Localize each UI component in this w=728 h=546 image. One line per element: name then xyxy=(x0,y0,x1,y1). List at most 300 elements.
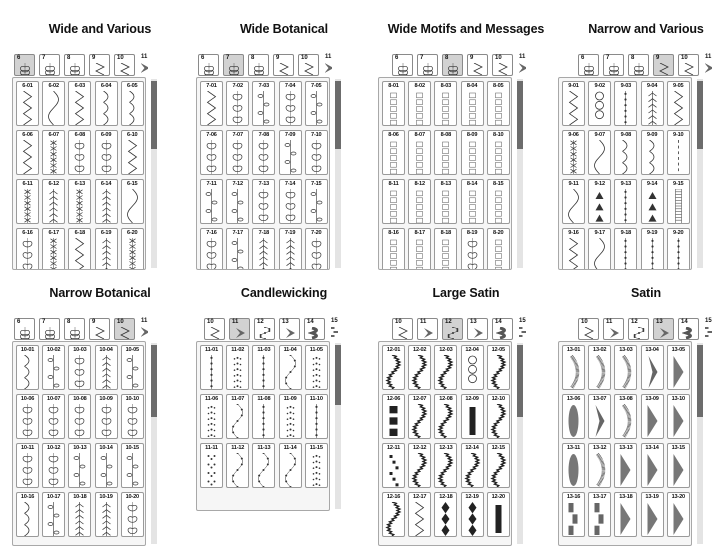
tab-group-12[interactable] xyxy=(254,318,275,340)
pattern-11-12[interactable] xyxy=(226,443,249,488)
tab-group-7[interactable] xyxy=(39,318,60,340)
pattern-code: 12-02 xyxy=(413,347,427,353)
tab-number: 8 xyxy=(445,55,449,61)
pattern-10-20[interactable] xyxy=(121,492,144,537)
pattern-6-19[interactable] xyxy=(95,228,118,270)
pattern-10-15[interactable] xyxy=(121,443,144,488)
pattern-11-06[interactable] xyxy=(200,394,223,439)
scrollbar[interactable] xyxy=(151,79,157,268)
scrollbar[interactable] xyxy=(697,343,703,544)
pattern-10-19[interactable] xyxy=(95,492,118,537)
tab-group-9[interactable] xyxy=(653,54,674,76)
pattern-8-15[interactable] xyxy=(487,179,510,224)
tab-group-15[interactable] xyxy=(703,318,713,340)
pattern-6-01[interactable] xyxy=(16,81,39,126)
motif-icon xyxy=(229,91,246,125)
tab-group-6[interactable] xyxy=(14,54,35,76)
tab-group-10[interactable] xyxy=(678,54,699,76)
zigwave-icon xyxy=(385,502,402,536)
pattern-code: 12-18 xyxy=(439,494,453,500)
zigzag-icon xyxy=(71,238,88,270)
tab-group-9[interactable] xyxy=(467,54,488,76)
leaf-icon xyxy=(98,453,115,487)
pattern-7-03[interactable] xyxy=(252,81,275,126)
pattern-11-05[interactable] xyxy=(305,345,328,390)
tab-number: 11 xyxy=(325,54,332,60)
pattern-13-09[interactable] xyxy=(641,394,664,439)
scrollbar-thumb[interactable] xyxy=(335,345,341,405)
zigwave-icon xyxy=(437,453,454,487)
pattern-9-04[interactable] xyxy=(641,81,664,126)
leaf-icon xyxy=(203,189,220,223)
pattern-13-12[interactable] xyxy=(588,443,611,488)
pattern-code: 6-08 xyxy=(74,132,86,138)
scrollbar-thumb[interactable] xyxy=(697,345,703,417)
pattern-12-10[interactable] xyxy=(487,394,510,439)
tab-number: 13 xyxy=(656,319,663,325)
pattern-9-01[interactable] xyxy=(562,81,585,126)
letters-icon xyxy=(411,238,428,270)
pattern-12-16[interactable] xyxy=(382,492,405,537)
pattern-6-02[interactable] xyxy=(42,81,65,126)
pattern-7-19[interactable] xyxy=(279,228,302,270)
pattern-code: 11-03 xyxy=(257,347,271,353)
pattern-12-11[interactable] xyxy=(382,443,405,488)
pattern-9-15[interactable] xyxy=(667,179,690,224)
pattern-code: 12-20 xyxy=(491,494,505,500)
pattern-12-08[interactable] xyxy=(434,394,457,439)
motif-icon xyxy=(68,327,82,339)
pattern-11-07[interactable] xyxy=(226,394,249,439)
tab-group-6[interactable] xyxy=(14,318,35,340)
pattern-10-16[interactable] xyxy=(16,492,39,537)
scrollbar[interactable] xyxy=(697,79,703,268)
tab-group-8[interactable] xyxy=(248,54,269,76)
pattern-8-20[interactable] xyxy=(487,228,510,270)
satin-arrow-icon xyxy=(644,355,661,389)
pattern-7-12[interactable] xyxy=(226,179,249,224)
pattern-code: 9-16 xyxy=(568,230,579,236)
tab-group-11[interactable] xyxy=(517,54,527,76)
pattern-7-17[interactable] xyxy=(226,228,249,270)
pattern-9-20[interactable] xyxy=(667,228,690,270)
motif-icon xyxy=(45,453,62,487)
pattern-13-07[interactable] xyxy=(588,394,611,439)
tab-group-10[interactable] xyxy=(298,54,319,76)
tab-group-6[interactable] xyxy=(198,54,219,76)
pattern-6-03[interactable] xyxy=(68,81,91,126)
tab-group-9[interactable] xyxy=(89,318,110,340)
pattern-12-17[interactable] xyxy=(408,492,431,537)
leaf-icon xyxy=(124,355,141,389)
pattern-6-18[interactable] xyxy=(68,228,91,270)
pattern-12-05[interactable] xyxy=(487,345,510,390)
pattern-code: 13-09 xyxy=(645,396,659,402)
pattern-8-12[interactable] xyxy=(408,179,431,224)
pattern-code: 8-06 xyxy=(388,132,399,138)
pattern-11-14[interactable] xyxy=(279,443,302,488)
scrollbar-thumb[interactable] xyxy=(151,345,157,417)
pattern-code: 6-02 xyxy=(48,83,59,89)
tab-group-6[interactable] xyxy=(578,54,599,76)
tab-number: 15 xyxy=(331,318,338,324)
pattern-12-12[interactable] xyxy=(408,443,431,488)
pattern-12-03[interactable] xyxy=(434,345,457,390)
pattern-8-02[interactable] xyxy=(408,81,431,126)
tab-group-14[interactable] xyxy=(304,318,325,340)
pattern-9-09[interactable] xyxy=(641,130,664,175)
pattern-8-08[interactable] xyxy=(434,130,457,175)
pattern-11-08[interactable] xyxy=(252,394,275,439)
pattern-code: 7-15 xyxy=(311,181,322,187)
diamonds-icon xyxy=(437,502,454,536)
pattern-13-11[interactable] xyxy=(562,443,585,488)
pattern-7-05[interactable] xyxy=(305,81,328,126)
pattern-10-06[interactable] xyxy=(16,394,39,439)
pattern-7-08[interactable] xyxy=(252,130,275,175)
pattern-9-05[interactable] xyxy=(667,81,690,126)
panel-title: Wide Motifs and Messages xyxy=(387,22,545,36)
pattern-7-20[interactable] xyxy=(305,228,328,270)
zigzag-icon xyxy=(582,327,596,339)
pattern-12-01[interactable] xyxy=(382,345,405,390)
pattern-11-03[interactable] xyxy=(252,345,275,390)
tab-group-8[interactable] xyxy=(628,54,649,76)
pattern-12-18[interactable] xyxy=(434,492,457,537)
pattern-6-20[interactable] xyxy=(121,228,144,270)
pattern-10-02[interactable] xyxy=(42,345,65,390)
pattern-9-02[interactable] xyxy=(588,81,611,126)
pattern-10-03[interactable] xyxy=(68,345,91,390)
dots-icon xyxy=(644,238,661,270)
pattern-7-14[interactable] xyxy=(279,179,302,224)
pattern-code: 8-12 xyxy=(414,181,425,187)
tab-group-10[interactable] xyxy=(204,318,225,340)
zigwave-icon xyxy=(411,355,428,389)
scrollbar-thumb[interactable] xyxy=(517,81,523,149)
pattern-9-03[interactable] xyxy=(614,81,637,126)
pattern-6-12[interactable] xyxy=(42,179,65,224)
pattern-code: 10-10 xyxy=(125,396,139,402)
scrollbar[interactable] xyxy=(335,79,341,268)
scrollbar-thumb[interactable] xyxy=(151,81,157,149)
motif-icon xyxy=(18,327,32,339)
pattern-12-15[interactable] xyxy=(487,443,510,488)
pattern-7-16[interactable] xyxy=(200,228,223,270)
pattern-9-12[interactable] xyxy=(588,179,611,224)
tab-group-8[interactable] xyxy=(442,54,463,76)
tab-group-13[interactable] xyxy=(279,318,300,340)
pattern-10-05[interactable] xyxy=(121,345,144,390)
tab-group-15[interactable] xyxy=(329,318,339,340)
pattern-11-04[interactable] xyxy=(279,345,302,390)
pattern-code: 12-13 xyxy=(439,445,453,451)
pattern-9-08[interactable] xyxy=(614,130,637,175)
tab-group-10[interactable] xyxy=(578,318,599,340)
pattern-code: 13-15 xyxy=(671,445,685,451)
crosses-icon xyxy=(565,140,582,174)
pattern-9-19[interactable] xyxy=(641,228,664,270)
group-tabs xyxy=(578,54,713,76)
pattern-6-07[interactable] xyxy=(42,130,65,175)
leaf-icon xyxy=(308,189,325,223)
pattern-12-02[interactable] xyxy=(408,345,431,390)
pattern-10-18[interactable] xyxy=(68,492,91,537)
dotsquare-icon xyxy=(203,453,220,487)
pattern-code: 9-13 xyxy=(620,181,632,187)
tab-group-10[interactable] xyxy=(114,54,135,76)
satin-arrow-icon xyxy=(657,327,671,339)
zigzag-icon xyxy=(670,91,687,125)
pattern-12-06[interactable] xyxy=(382,394,405,439)
pattern-7-11[interactable] xyxy=(200,179,223,224)
scrollbar[interactable] xyxy=(517,79,523,268)
pattern-7-18[interactable] xyxy=(252,228,275,270)
pattern-code: 6-09 xyxy=(100,132,112,138)
pattern-7-02[interactable] xyxy=(226,81,249,126)
pattern-6-04[interactable] xyxy=(95,81,118,126)
pattern-8-16[interactable] xyxy=(382,228,405,270)
pattern-13-02[interactable] xyxy=(588,345,611,390)
pattern-9-17[interactable] xyxy=(588,228,611,270)
pattern-13-06[interactable] xyxy=(562,394,585,439)
motif-icon xyxy=(43,63,57,75)
pattern-code: 12-05 xyxy=(491,347,505,353)
pattern-11-11[interactable] xyxy=(200,443,223,488)
tab-group-11[interactable] xyxy=(139,54,149,76)
tab-group-6[interactable] xyxy=(392,54,413,76)
tab-group-9[interactable] xyxy=(89,54,110,76)
pattern-10-08[interactable] xyxy=(68,394,91,439)
tab-group-10[interactable] xyxy=(392,318,413,340)
pattern-6-13[interactable] xyxy=(68,179,91,224)
pattern-10-12[interactable] xyxy=(42,443,65,488)
pattern-13-16[interactable] xyxy=(562,492,585,537)
pattern-6-10[interactable] xyxy=(121,130,144,175)
zigwave-icon xyxy=(490,355,507,389)
pattern-12-14[interactable] xyxy=(461,443,484,488)
scallop-icon xyxy=(644,140,661,174)
satin-arc-icon xyxy=(565,355,582,389)
pattern-11-13[interactable] xyxy=(252,443,275,488)
arrow-icon xyxy=(644,91,661,125)
letters-icon xyxy=(464,91,481,125)
pattern-8-09[interactable] xyxy=(461,130,484,175)
pattern-7-10[interactable] xyxy=(305,130,328,175)
pattern-13-01[interactable] xyxy=(562,345,585,390)
pattern-7-06[interactable] xyxy=(200,130,223,175)
scrollbar-thumb[interactable] xyxy=(335,81,341,149)
motif-icon xyxy=(308,140,325,174)
pattern-12-09[interactable] xyxy=(461,394,484,439)
scrollbar[interactable] xyxy=(517,343,523,544)
arrow-icon xyxy=(282,238,299,270)
tab-number: 10 xyxy=(117,319,124,325)
pattern-12-20[interactable] xyxy=(487,492,510,537)
tab-group-11[interactable] xyxy=(417,318,438,340)
pattern-code: 9-02 xyxy=(594,83,605,89)
pattern-6-16[interactable] xyxy=(16,228,39,270)
pattern-8-05[interactable] xyxy=(487,81,510,126)
pattern-11-01[interactable] xyxy=(200,345,223,390)
pattern-code: 12-15 xyxy=(491,445,505,451)
tab-number: 12 xyxy=(631,319,638,325)
pattern-8-06[interactable] xyxy=(382,130,405,175)
pattern-8-11[interactable] xyxy=(382,179,405,224)
pattern-7-13[interactable] xyxy=(252,179,275,224)
leaf-icon xyxy=(229,238,246,270)
pattern-10-04[interactable] xyxy=(95,345,118,390)
pattern-8-17[interactable] xyxy=(408,228,431,270)
pattern-6-05[interactable] xyxy=(121,81,144,126)
pattern-13-03[interactable] xyxy=(614,345,637,390)
pattern-code: 7-16 xyxy=(206,230,217,236)
pattern-7-15[interactable] xyxy=(305,179,328,224)
pattern-13-05[interactable] xyxy=(667,345,690,390)
tab-group-8[interactable] xyxy=(64,54,85,76)
pattern-9-18[interactable] xyxy=(614,228,637,270)
pattern-7-07[interactable] xyxy=(226,130,249,175)
zigzag-icon xyxy=(565,91,582,125)
pattern-13-04[interactable] xyxy=(641,345,664,390)
pattern-9-11[interactable] xyxy=(562,179,585,224)
pattern-code: 10-12 xyxy=(47,445,61,451)
pattern-11-09[interactable] xyxy=(279,394,302,439)
tab-group-13[interactable] xyxy=(467,318,488,340)
pattern-10-07[interactable] xyxy=(42,394,65,439)
pattern-8-03[interactable] xyxy=(434,81,457,126)
pattern-8-01[interactable] xyxy=(382,81,405,126)
pattern-7-01[interactable] xyxy=(200,81,223,126)
tab-group-13[interactable] xyxy=(653,318,674,340)
pattern-12-04[interactable] xyxy=(461,345,484,390)
pattern-13-17[interactable] xyxy=(588,492,611,537)
pattern-6-09[interactable] xyxy=(95,130,118,175)
tab-number: 8 xyxy=(251,55,255,61)
tab-group-11[interactable] xyxy=(139,318,149,340)
pattern-8-07[interactable] xyxy=(408,130,431,175)
pattern-code: 8-08 xyxy=(440,132,452,138)
tab-group-9[interactable] xyxy=(273,54,294,76)
scrollbar[interactable] xyxy=(151,343,157,544)
tab-group-7[interactable] xyxy=(417,54,438,76)
pattern-13-19[interactable] xyxy=(641,492,664,537)
pattern-11-10[interactable] xyxy=(305,394,328,439)
pattern-12-13[interactable] xyxy=(434,443,457,488)
pattern-grid xyxy=(378,341,512,546)
pattern-code: 8-02 xyxy=(414,83,425,89)
pattern-6-11[interactable] xyxy=(16,179,39,224)
pattern-8-19[interactable] xyxy=(461,228,484,270)
pattern-6-15[interactable] xyxy=(121,179,144,224)
scrollbar-thumb[interactable] xyxy=(697,81,703,149)
tab-group-14[interactable] xyxy=(678,318,699,340)
scrollbar[interactable] xyxy=(335,343,341,509)
zigzag-icon xyxy=(93,63,107,75)
pattern-code: 9-12 xyxy=(594,181,605,187)
pattern-13-15[interactable] xyxy=(667,443,690,488)
pattern-code: 7-11 xyxy=(206,181,217,187)
arrow-icon xyxy=(98,189,115,223)
tab-group-11[interactable] xyxy=(229,318,250,340)
pattern-10-13[interactable] xyxy=(68,443,91,488)
pattern-13-14[interactable] xyxy=(641,443,664,488)
pattern-7-09[interactable] xyxy=(279,130,302,175)
pattern-10-01[interactable] xyxy=(16,345,39,390)
pattern-9-14[interactable] xyxy=(641,179,664,224)
tab-group-10[interactable] xyxy=(492,54,513,76)
pattern-9-16[interactable] xyxy=(562,228,585,270)
pattern-code: 13-01 xyxy=(566,347,581,353)
pattern-10-11[interactable] xyxy=(16,443,39,488)
pattern-8-18[interactable] xyxy=(434,228,457,270)
pattern-10-17[interactable] xyxy=(42,492,65,537)
panel-title: Narrow Botanical xyxy=(49,286,151,300)
pattern-8-14[interactable] xyxy=(461,179,484,224)
pattern-9-07[interactable] xyxy=(588,130,611,175)
tab-group-11[interactable] xyxy=(603,318,624,340)
pattern-8-13[interactable] xyxy=(434,179,457,224)
tab-group-11[interactable] xyxy=(323,54,333,76)
tab-group-10[interactable] xyxy=(114,318,135,340)
pattern-code: 11-14 xyxy=(283,445,297,451)
tab-group-12[interactable] xyxy=(442,318,463,340)
tab-group-7[interactable] xyxy=(223,54,244,76)
pattern-6-08[interactable] xyxy=(68,130,91,175)
pattern-10-09[interactable] xyxy=(95,394,118,439)
pattern-8-10[interactable] xyxy=(487,130,510,175)
pattern-13-13[interactable] xyxy=(614,443,637,488)
pattern-11-15[interactable] xyxy=(305,443,328,488)
cross-icon xyxy=(19,189,36,223)
pattern-6-14[interactable] xyxy=(95,179,118,224)
pattern-10-14[interactable] xyxy=(95,443,118,488)
pattern-10-10[interactable] xyxy=(121,394,144,439)
tab-group-8[interactable] xyxy=(64,318,85,340)
pattern-6-06[interactable] xyxy=(16,130,39,175)
pattern-13-18[interactable] xyxy=(614,492,637,537)
tab-number: 9 xyxy=(656,55,660,61)
pattern-9-13[interactable] xyxy=(614,179,637,224)
tab-group-7[interactable] xyxy=(603,54,624,76)
pattern-12-07[interactable] xyxy=(408,394,431,439)
tab-group-11[interactable] xyxy=(703,54,713,76)
pattern-code: 13-12 xyxy=(593,445,607,451)
pattern-13-10[interactable] xyxy=(667,394,690,439)
tab-group-7[interactable] xyxy=(39,54,60,76)
motif-icon xyxy=(632,63,646,75)
pattern-11-02[interactable] xyxy=(226,345,249,390)
tab-group-15[interactable] xyxy=(517,318,527,340)
pattern-code: 6-15 xyxy=(127,181,138,187)
pattern-8-04[interactable] xyxy=(461,81,484,126)
tab-group-14[interactable] xyxy=(492,318,513,340)
zigwave-icon xyxy=(490,453,507,487)
tab-number: 14 xyxy=(495,319,502,325)
tab-number: 15 xyxy=(519,318,526,324)
pattern-code: 9-10 xyxy=(673,132,684,138)
pattern-13-08[interactable] xyxy=(614,394,637,439)
scrollbar-thumb[interactable] xyxy=(517,345,523,417)
pattern-13-20[interactable] xyxy=(667,492,690,537)
pattern-7-04[interactable] xyxy=(279,81,302,126)
tab-number: 8 xyxy=(67,319,71,325)
pattern-6-17[interactable] xyxy=(42,228,65,270)
pattern-9-10[interactable] xyxy=(667,130,690,175)
tab-group-12[interactable] xyxy=(628,318,649,340)
pattern-9-06[interactable] xyxy=(562,130,585,175)
pattern-12-19[interactable] xyxy=(461,492,484,537)
